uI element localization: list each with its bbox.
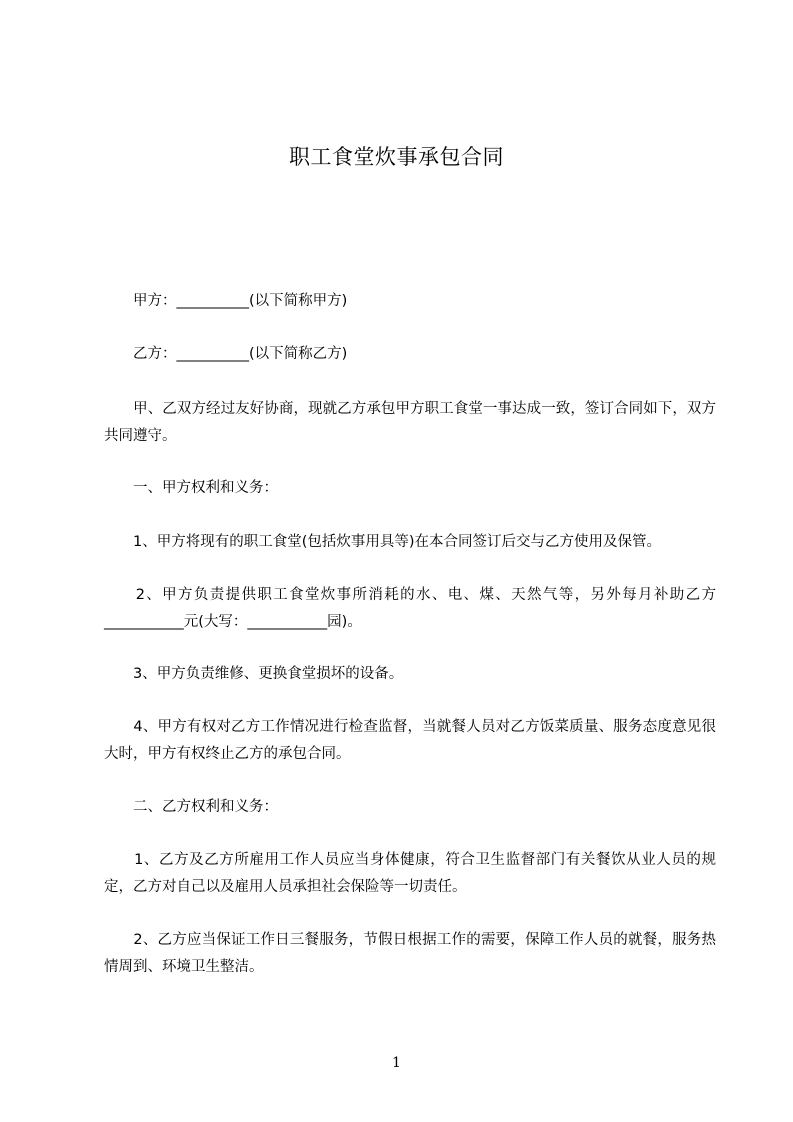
- document-title: 职工食堂炊事承包合同: [289, 145, 504, 169]
- clause-a-4: 4、甲方有权对乙方工作情况进行检查监督，当就餐人员对乙方饭菜质量、服务态度意见很大时，甲方有权终止乙方的承包合同。: [104, 719, 716, 762]
- clause-a-3: 3、甲方负责维修、更换食堂损坏的设备。: [104, 666, 404, 682]
- preamble-paragraph: 甲、乙双方经过友好协商，现就乙方承包甲方职工食堂一事达成一致，签订合同如下，双方共同遵守。: [104, 401, 716, 444]
- party-a-line: 甲方：__________(以下简称甲方): [104, 293, 348, 309]
- clause-b-1: 1、乙方及乙方所雇用工作人员应当身体健康，符合卫生监督部门有关餐饮从业人员的规定，乙方对自己以及雇用人员承担社会保险等一切责任。: [104, 852, 716, 895]
- page-number: 1: [392, 1055, 401, 1071]
- section-heading-party-a: 一、甲方权利和义务：: [104, 480, 278, 496]
- clause-a-2: 2、甲方负责提供职工食堂炊事所消耗的水、电、煤、天然气等，另外每月补助乙方___________元(大写：___________园)。: [104, 587, 716, 630]
- section-heading-party-b: 二、乙方权利和义务：: [104, 799, 278, 815]
- clause-b-2: 2、乙方应当保证工作日三餐服务，节假日根据工作的需要，保障工作人员的就餐，服务热情周到、环境卫生整洁。: [104, 932, 716, 975]
- clause-a-1: 1、甲方将现有的职工食堂(包括炊事用具等)在本合同签订后交与乙方使用及保管。: [104, 534, 662, 550]
- party-b-line: 乙方：__________(以下简称乙方): [104, 346, 348, 362]
